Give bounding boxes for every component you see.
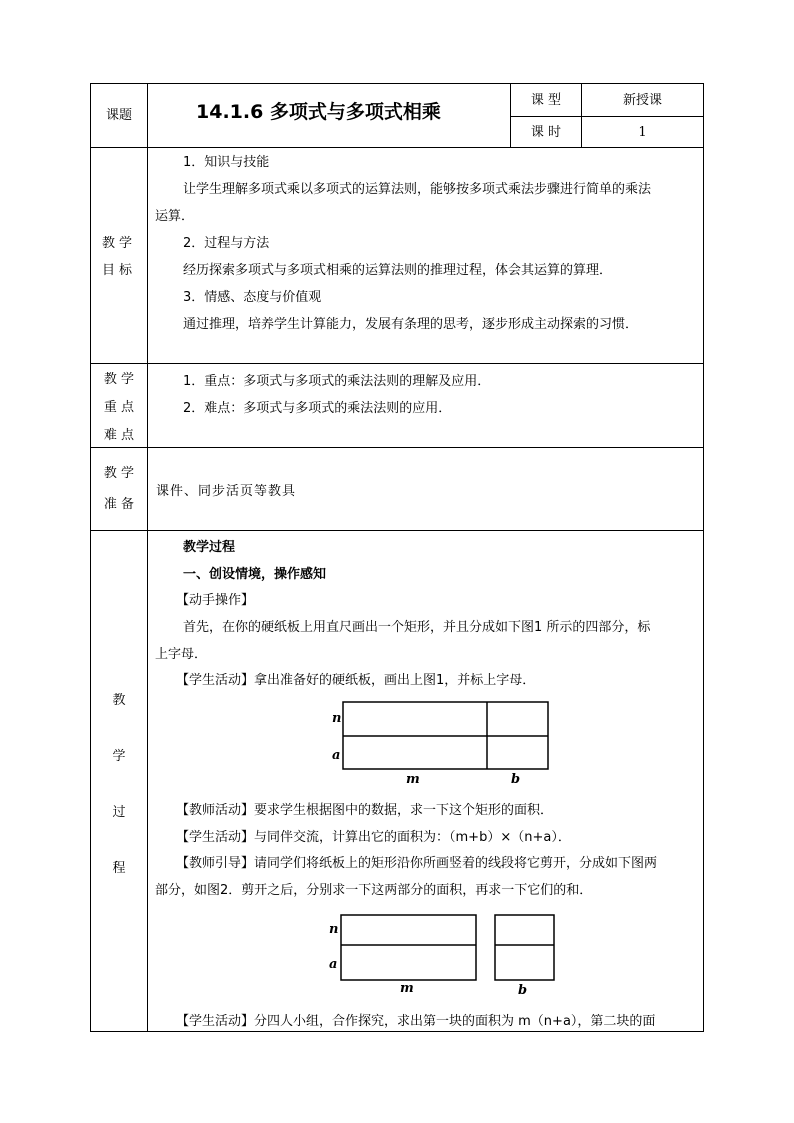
type-value: 新授课 (622, 93, 662, 108)
objectives-label-2: 目标 (101, 263, 136, 278)
teacher-activity-1 (176, 803, 553, 819)
teacher-guide-text: 请同学们将纸板上的矩形沿你所画竖着的线段将它剪开，分成如下图两 (254, 856, 658, 871)
process-label-char: 程 (112, 861, 126, 876)
objective-line: 运算． (155, 209, 195, 224)
student-activity-tag: 【学生活动】 (176, 830, 255, 845)
figure-1-label-n: n (332, 711, 342, 726)
preparation-label-1: 教 学 (103, 466, 135, 481)
figure-1-label-b: b (511, 772, 521, 787)
student-activity-tag: 【学生活动】 (176, 1014, 255, 1029)
figure-2-label-b: b (518, 983, 528, 998)
objective-line: 1．知识与技能 (183, 155, 270, 170)
objective-line: 让学生理解多项式乘以多项式的运算法则，能够按多项式乘法步骤进行简单的乘法 (183, 182, 652, 197)
student-activity-3 (176, 1014, 655, 1030)
topic-label: 课题 (105, 108, 132, 123)
intro-line: 上字母． (155, 647, 208, 662)
intro-line: 首先，在你的硬纸板上用直尺画出一个矩形，并且分成如下图1 所示的四部分，标 (183, 620, 651, 635)
figure-1-label-m: m (406, 772, 420, 787)
key-point-line: 1．重点：多项式与多项式的乘法法则的理解及应用． (183, 374, 491, 389)
process-label-char: 过 (112, 805, 126, 820)
student-activity-tag: 【学生活动】 (176, 673, 255, 688)
section-heading: 一、创设情境，操作感知 (183, 567, 327, 582)
key-points-label-1: 教 学 (103, 372, 135, 387)
process-label-char: 教 (112, 693, 126, 708)
teacher-guide-continued: 部分，如图2．剪开之后，分别求一下这两部分的面积，再求一下它们的和． (155, 883, 593, 898)
figure-1-label-a: a (332, 748, 341, 763)
objective-line: 经历探索多项式与多项式相乘的运算法则的推理过程，体会其运算的算理． (183, 263, 613, 278)
process-heading: 教学过程 (183, 540, 236, 555)
process-label-char: 学 (112, 749, 126, 764)
student-activity-text: 与同伴交流，计算出它的面积为：（m+b）×（n+a）． (254, 830, 571, 845)
hours-value: 1 (638, 125, 647, 140)
preparation-label-2: 准 备 (103, 497, 135, 512)
key-point-line: 2．难点：多项式与多项式的乘法法则的应用． (183, 401, 452, 416)
figure-2-label-n: n (329, 922, 339, 937)
student-activity-text: 分四人小组，合作探究，求出第一块的面积为 m（n+a），第二块的面 (254, 1014, 656, 1029)
teacher-guide-tag: 【教师引导】 (176, 856, 255, 871)
type-label: 课 型 (530, 93, 562, 108)
figure-2-label-m: m (400, 981, 414, 996)
preparation-text: 课件、同步活页等教具 (156, 484, 297, 499)
student-activity-text: 拿出准备好的硬纸板，画出上图1，并标上字母． (254, 673, 536, 688)
key-points-label-3: 难 点 (103, 428, 135, 443)
hands-on-tag: 【动手操作】 (176, 593, 255, 608)
objective-line: 通过推理，培养学生计算能力，发展有条理的思考，逐步形成主动探索的习惯． (183, 317, 639, 332)
student-activity-2 (176, 830, 571, 846)
page-title: 14.1.6 多项式与多项式相乘 (196, 101, 441, 123)
objective-line: 3．情感、态度与价值观 (183, 290, 322, 305)
teacher-activity-tag: 【教师活动】 (176, 803, 255, 818)
figure-2-label-a: a (329, 957, 338, 972)
hours-label: 课 时 (530, 125, 562, 140)
key-points-label-2: 重 点 (103, 400, 135, 415)
objectives-label-1: 教学 (101, 236, 136, 251)
teacher-guide (176, 856, 657, 872)
teacher-activity-text: 要求学生根据图中的数据，求一下这个矩形的面积． (254, 803, 554, 818)
objective-line: 2．过程与方法 (183, 236, 270, 251)
